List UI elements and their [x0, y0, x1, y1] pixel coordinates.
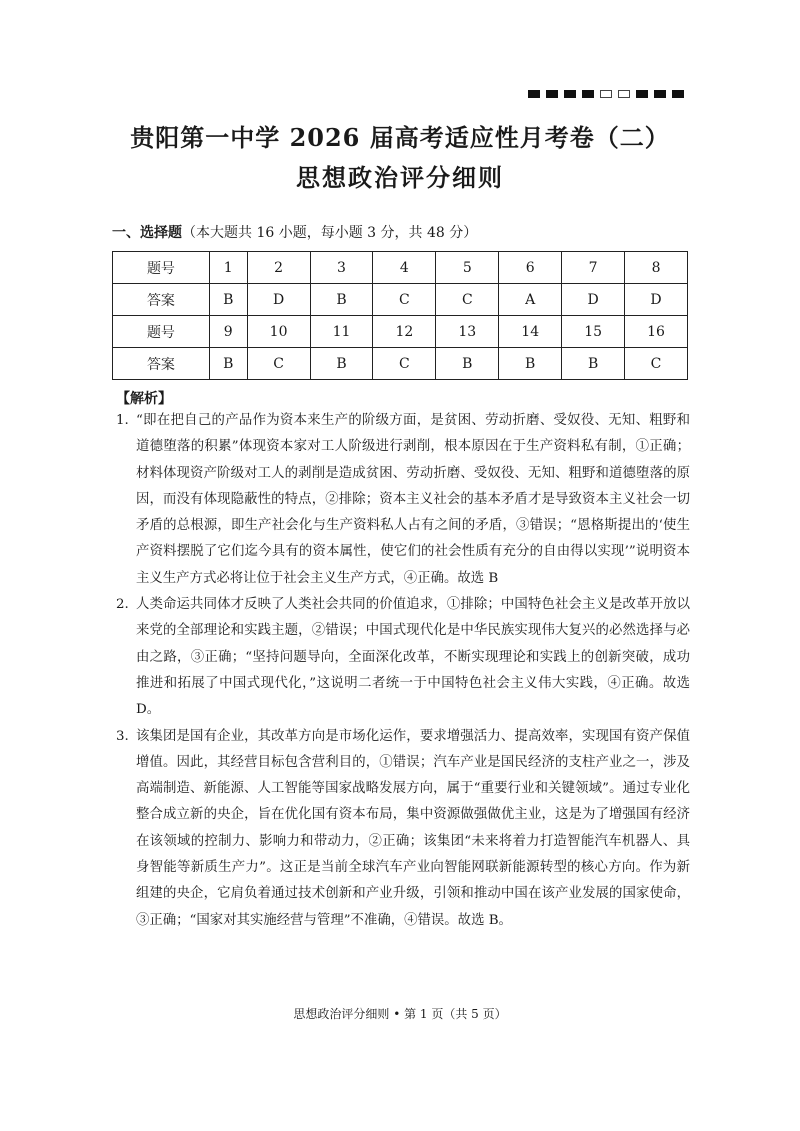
- table-cell: 6: [499, 252, 562, 284]
- table-cell: D: [247, 284, 310, 316]
- row-header-cell: 答案: [113, 284, 210, 316]
- exam-title: 贵阳第一中学 2026 届高考适应性月考卷（二）: [130, 123, 670, 152]
- table-cell: 14: [499, 316, 562, 348]
- table-cell: 5: [436, 252, 499, 284]
- table-cell: 3: [310, 252, 373, 284]
- section-heading: [112, 222, 477, 242]
- header-mark: [672, 90, 684, 98]
- table-cell: C: [625, 348, 688, 380]
- table-row: [113, 348, 688, 380]
- header-mark: [636, 90, 648, 98]
- table-cell: 13: [436, 316, 499, 348]
- analysis-label: 【解析】: [116, 391, 172, 407]
- table-cell: C: [373, 284, 436, 316]
- table-cell: C: [436, 284, 499, 316]
- table-cell: 12: [373, 316, 436, 348]
- header-mark: [654, 90, 666, 98]
- table-cell: D: [625, 284, 688, 316]
- table-cell: B: [209, 284, 247, 316]
- table-cell: B: [310, 284, 373, 316]
- section-title: 一、选择题: [112, 225, 182, 241]
- item-text: 该集团是国有企业，其改革方向是市场化运作，要求增强活力、提高效率，实现国有资产保值增值。因此，其经营目标包含营利目的，①错误；汽车产业是国民经济的支柱产业之一，涉及高端制造、新能源、人工智能等国家战略发展方向，属于“重要行业和关键领域”。通过专业化整合成立新的央企，旨在优化国有资本布局，集中资源做强做优主业，这是为了增强国有经济在该领域的控制力、影响力和带动力，②正确；该集团“未来将着力打造智能汽车机器人、具身智能等新质生产力”。这正是当前全球汽车产业向智能网联新能源转型的核心方向。作为新组建的央企，它肩负着通过技术创新和产业升级，引领和推动中国在该产业发展的国家使命，③正确；“国家对其实施经营与管理”不准确，④错误。故选 B。: [136, 728, 690, 928]
- table-row: [113, 316, 688, 348]
- header-mark: [618, 90, 630, 98]
- header-mark: [546, 90, 558, 98]
- table-row: [113, 252, 688, 284]
- table-cell: 11: [310, 316, 373, 348]
- header-mark: [528, 90, 540, 98]
- analysis-item: [116, 724, 690, 934]
- table-cell: B: [209, 348, 247, 380]
- table-cell: C: [373, 348, 436, 380]
- table-cell: B: [436, 348, 499, 380]
- item-number: 3.: [116, 728, 129, 744]
- table-cell: 16: [625, 316, 688, 348]
- item-number: 2.: [116, 597, 129, 613]
- item-number: 1.: [116, 413, 129, 428]
- item-text: “即在把自己的产品作为资本来生产的阶级方面，是贫困、劳动折磨、受奴役、无知、粗野和道德堕落的积累”体现资本家对工人阶级进行剥削，根本原因在于生产资料私有制，①正确；材料体现资产阶级对工人的剥削是造成贫困、劳动折磨、受奴役、无知、粗野和道德堕落的原因，而没有体现隐蔽性的特点，②排除；资本主义社会的基本矛盾才是导致资本主义社会一切矛盾的总根源，即生产社会化与生产资料私人占有之间的矛盾，③错误；“恩格斯提出的‘使生产资料摆脱了它们迄今具有的资本属性，使它们的社会性质有充分的自由得以实现’”说明资本主义生产方式必将让位于社会主义生产方式，④正确。故选 B: [136, 413, 690, 586]
- page-footer: 思想政治评分细则 • 第 1 页（共 5 页）: [293, 1007, 507, 1021]
- table-cell: A: [499, 284, 562, 316]
- analysis-item: [116, 408, 690, 592]
- table-cell: B: [499, 348, 562, 380]
- table-cell: 4: [373, 252, 436, 284]
- table-cell: B: [562, 348, 625, 380]
- exam-subtitle: 思想政治评分细则: [296, 163, 504, 192]
- table-cell: 9: [209, 316, 247, 348]
- answer-table: [112, 251, 688, 380]
- table-cell: 15: [562, 316, 625, 348]
- table-cell: 1: [209, 252, 247, 284]
- row-header-cell: 题号: [113, 316, 210, 348]
- header-marks: [528, 90, 684, 98]
- table-cell: 7: [562, 252, 625, 284]
- header-mark: [582, 90, 594, 98]
- table-cell: 10: [247, 316, 310, 348]
- table-cell: B: [310, 348, 373, 380]
- table-cell: 2: [247, 252, 310, 284]
- table-cell: D: [562, 284, 625, 316]
- table-cell: 8: [625, 252, 688, 284]
- row-header-cell: 答案: [113, 348, 210, 380]
- section-note: （本大题共 16 小题，每小题 3 分，共 48 分）: [182, 225, 478, 241]
- header-mark: [564, 90, 576, 98]
- row-header-cell: 题号: [113, 252, 210, 284]
- analysis-item: [116, 592, 690, 723]
- table-row: [113, 284, 688, 316]
- item-text: 人类命运共同体才反映了人类社会共同的价值追求，①排除；中国特色社会主义是改革开放以来党的全部理论和实践主题，②错误；中国式现代化是中华民族实现伟大复兴的必然选择与必由之路，③正确；“坚持问题导向，全面深化改革，不断实现理论和实践上的创新突破，成功推进和拓展了中国式现代化，”这说明二者统一于中国特色社会主义伟大实践，④正确。故选 D。: [136, 597, 690, 718]
- analysis-body: [116, 408, 690, 934]
- header-mark: [600, 90, 612, 98]
- table-cell: C: [247, 348, 310, 380]
